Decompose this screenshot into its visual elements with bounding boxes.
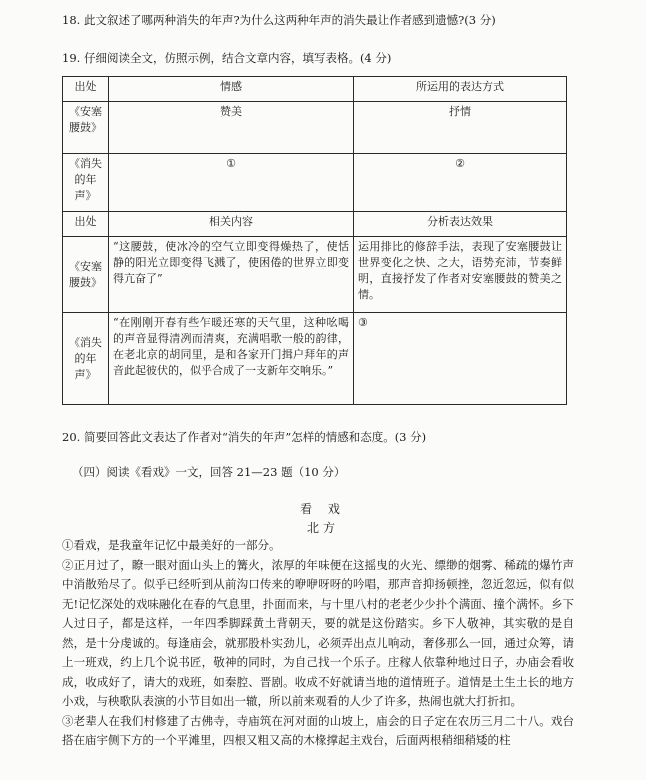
question-20: 20. 简要回答此文表达了作者对“消失的年声”怎样的情感和态度。(3 分) xyxy=(62,430,427,444)
table-row xyxy=(63,102,567,154)
table-row xyxy=(63,313,567,405)
table-cell-source: 《消失的年声》 xyxy=(63,313,109,405)
table-cell-content: “这腰鼓，使冰冷的空气立即变得燥热了，使恬静的阳光立即变得飞溅了，使困倦的世界立即变得亢奋了” xyxy=(109,237,354,313)
answer-table xyxy=(62,76,567,405)
article-body xyxy=(62,536,574,751)
paragraph-3: ③老辈人在我们村修建了古佛寺，寺庙筑在河对面的山坡上，庙会的日子定在农历三月二十八。戏台搭在庙宇侧下方的一个平滩里，四根又粗又高的木椽撑起主戏台，后面两根稍细稍矮的柱 xyxy=(62,713,574,747)
table-row xyxy=(63,237,567,313)
paragraph-1: ①看戏，是我童年记忆中最美好的一部分。 xyxy=(62,538,281,552)
blank-2: ② xyxy=(354,154,567,212)
table-header-content: 相关内容 xyxy=(109,212,354,237)
section-4-heading: （四）阅读《看戏》一文，回答 21—23 题（10 分） xyxy=(72,465,346,479)
table-cell-effect: 运用排比的修辞手法，表现了安塞腰鼓让世界变化之快、之大，语势充沛，节奏鲜明，直接抒发了作者对安塞腰鼓的赞美之情。 xyxy=(354,237,567,313)
question-18: 18. 此文叙述了哪两种消失的年声?为什么这两种年声的消失最让作者感到遗憾?(3 分) xyxy=(62,13,496,27)
table-cell-expression: 抒情 xyxy=(354,102,567,154)
article-author: 北方 xyxy=(306,521,339,535)
table-header-emotion: 情感 xyxy=(109,77,354,102)
question-19: 19. 仔细阅读全文，仿照示例，结合文章内容，填写表格。(4 分) xyxy=(62,51,392,65)
table-header-source: 出处 xyxy=(63,77,109,102)
table-cell-source: 《消失的年声》 xyxy=(63,154,109,212)
article-title: 看 戏 xyxy=(300,502,346,516)
table-header-row xyxy=(63,77,567,102)
table-cell-content: “在刚刚开春有些乍暖还寒的天气里，这种吆喝的声音显得清冽而清爽，充满唱歌一般的韵律，在老北京的胡同里，是和各家开门揖户拜年的声音此起彼伏的，似乎合成了一支新年交响乐。” xyxy=(109,313,354,405)
table-row xyxy=(63,154,567,212)
table-cell-emotion: 赞美 xyxy=(109,102,354,154)
blank-3: ③ xyxy=(354,313,567,405)
table-cell-source: 《安塞腰鼓》 xyxy=(63,102,109,154)
table-header-effect: 分析表达效果 xyxy=(354,212,567,237)
table-header-row-2 xyxy=(63,212,567,237)
paragraph-2: ②正月过了，瞭一眼对面山头上的篝火，浓厚的年味便在这摇曳的火光、缥缈的烟雾、稀疏的爆竹声中消散殆尽了。似乎已经听到从前沟口传来的咿咿呀呀的吟唱，那声音抑扬顿挫，忽近忽远，似有似无!记忆深处的戏味融化在春的气息里，扑面而来，与十里八村的老老少少扑个满面、撞个满怀。乡下人过日子，都是这样，一年四季脚踩黄土背朝天，要的就是这份踏实。乡下人敬神，其实敬的是自然，是十分虔诚的。每逢庙会，就那股朴实劲儿，必须弄出点儿响动，奢侈那么一回，通过众筹，请上一班戏，约上几个说书匠，敬神的同时，为自己找一个乐子。庄稼人依靠种地过日子，办庙会看收成，收成好了，请大的戏班，如秦腔、晋剧。收成不好就请当地的道情班子。道情是土生土长的地方小戏，与秧歌队表演的小节目如出一辙，所以前来观看的人少了许多，热闹也就大打折扣。 xyxy=(62,557,574,708)
table-cell-source: 《安塞腰鼓》 xyxy=(63,237,109,313)
table-header-source: 出处 xyxy=(63,212,109,237)
blank-1: ① xyxy=(109,154,354,212)
table-header-expression: 所运用的表达方式 xyxy=(354,77,567,102)
